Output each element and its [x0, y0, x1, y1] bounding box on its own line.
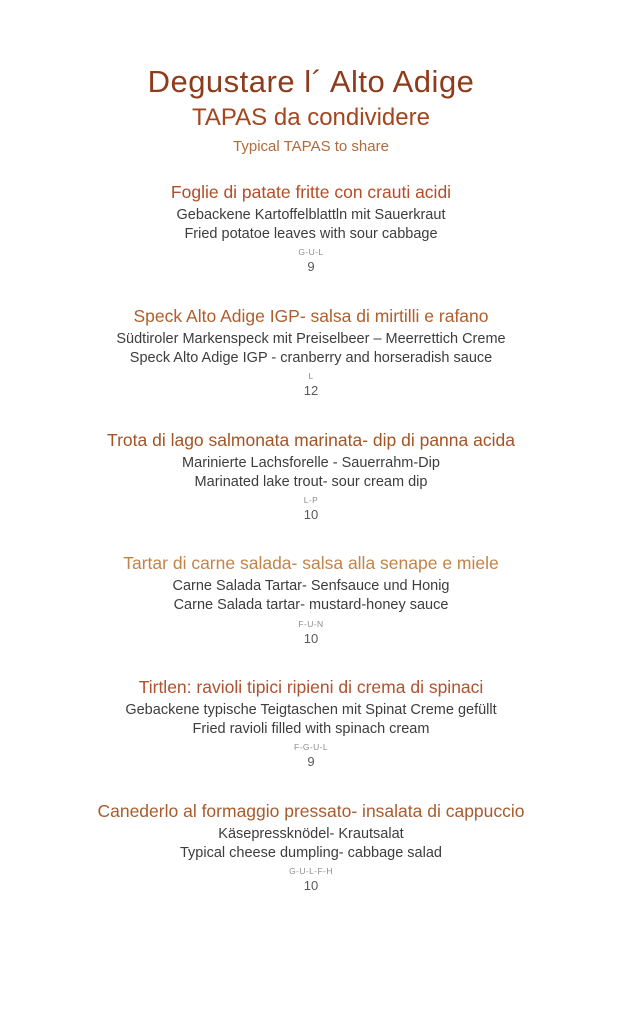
dish-price: 10 [303, 630, 319, 646]
dish-name-italian: Tartar di carne salada- salsa alla senape e miele [123, 553, 499, 574]
menu-item [0, 182, 622, 276]
dish-name-italian: Trota di lago salmonata marinata- dip di panna acida [107, 429, 515, 450]
allergen-codes: L [308, 371, 314, 382]
menu-items-list [0, 182, 622, 894]
allergen-codes: L-P [303, 494, 319, 505]
allergen-codes: F-G-U-L [294, 742, 328, 753]
menu-item [0, 801, 622, 895]
dish-price: 9 [307, 259, 315, 275]
dish-name-english: Typical cheese dumpling- cabbage salad [180, 844, 442, 861]
dish-name-german: Carne Salada Tartar- Senfsauce und Honig [172, 578, 450, 595]
dish-name-english: Carne Salada tartar- mustard-honey sauce [173, 597, 449, 614]
dish-name-german: Marinierte Lachsforelle - Sauerrahm-Dip [182, 454, 440, 471]
page-title: Degustare l´ Alto Adige [147, 64, 475, 99]
dish-name-italian: Canederlo al formaggio pressato- insalata di cappuccio [97, 800, 525, 821]
menu-item [0, 306, 622, 400]
menu-item [0, 553, 622, 647]
menu-header [0, 0, 622, 156]
page-subtitle: TAPAS da condividere [192, 103, 430, 131]
dish-name-german: Südtiroler Markenspeck mit Preiselbeer – Meerrettich Creme [116, 330, 506, 347]
allergen-codes: F-U-N [298, 618, 324, 629]
menu-item [0, 430, 622, 524]
allergen-codes: G-U-L-F-H [289, 865, 333, 876]
allergen-codes: G-U-L [298, 247, 324, 258]
dish-price: 12 [303, 383, 319, 399]
dish-name-german: Gebackene typische Teigtaschen mit Spinat Creme gefüllt [125, 701, 497, 718]
dish-name-german: Käsepressknödel- Krautsalat [218, 825, 404, 842]
menu-item [0, 677, 622, 771]
dish-price: 9 [307, 754, 315, 770]
dish-name-italian: Tirtlen: ravioli tipici ripieni di crema di spinaci [138, 677, 484, 698]
dish-price: 10 [303, 878, 319, 893]
dish-price: 10 [303, 506, 319, 522]
dish-name-english: Speck Alto Adige IGP - cranberry and horseradish sauce [129, 349, 493, 366]
page-subtitle-translation: Typical TAPAS to share [233, 138, 389, 156]
dish-name-english: Marinated lake trout- sour cream dip [194, 473, 428, 490]
dish-name-german: Gebackene Kartoffelblattln mit Sauerkraut [176, 207, 446, 224]
dish-name-italian: Speck Alto Adige IGP- salsa di mirtilli e rafano [133, 305, 489, 326]
dish-name-english: Fried potatoe leaves with sour cabbage [184, 226, 438, 243]
dish-name-italian: Foglie di patate fritte con crauti acidi [170, 182, 452, 203]
dish-name-english: Fried ravioli filled with spinach cream [192, 721, 430, 738]
